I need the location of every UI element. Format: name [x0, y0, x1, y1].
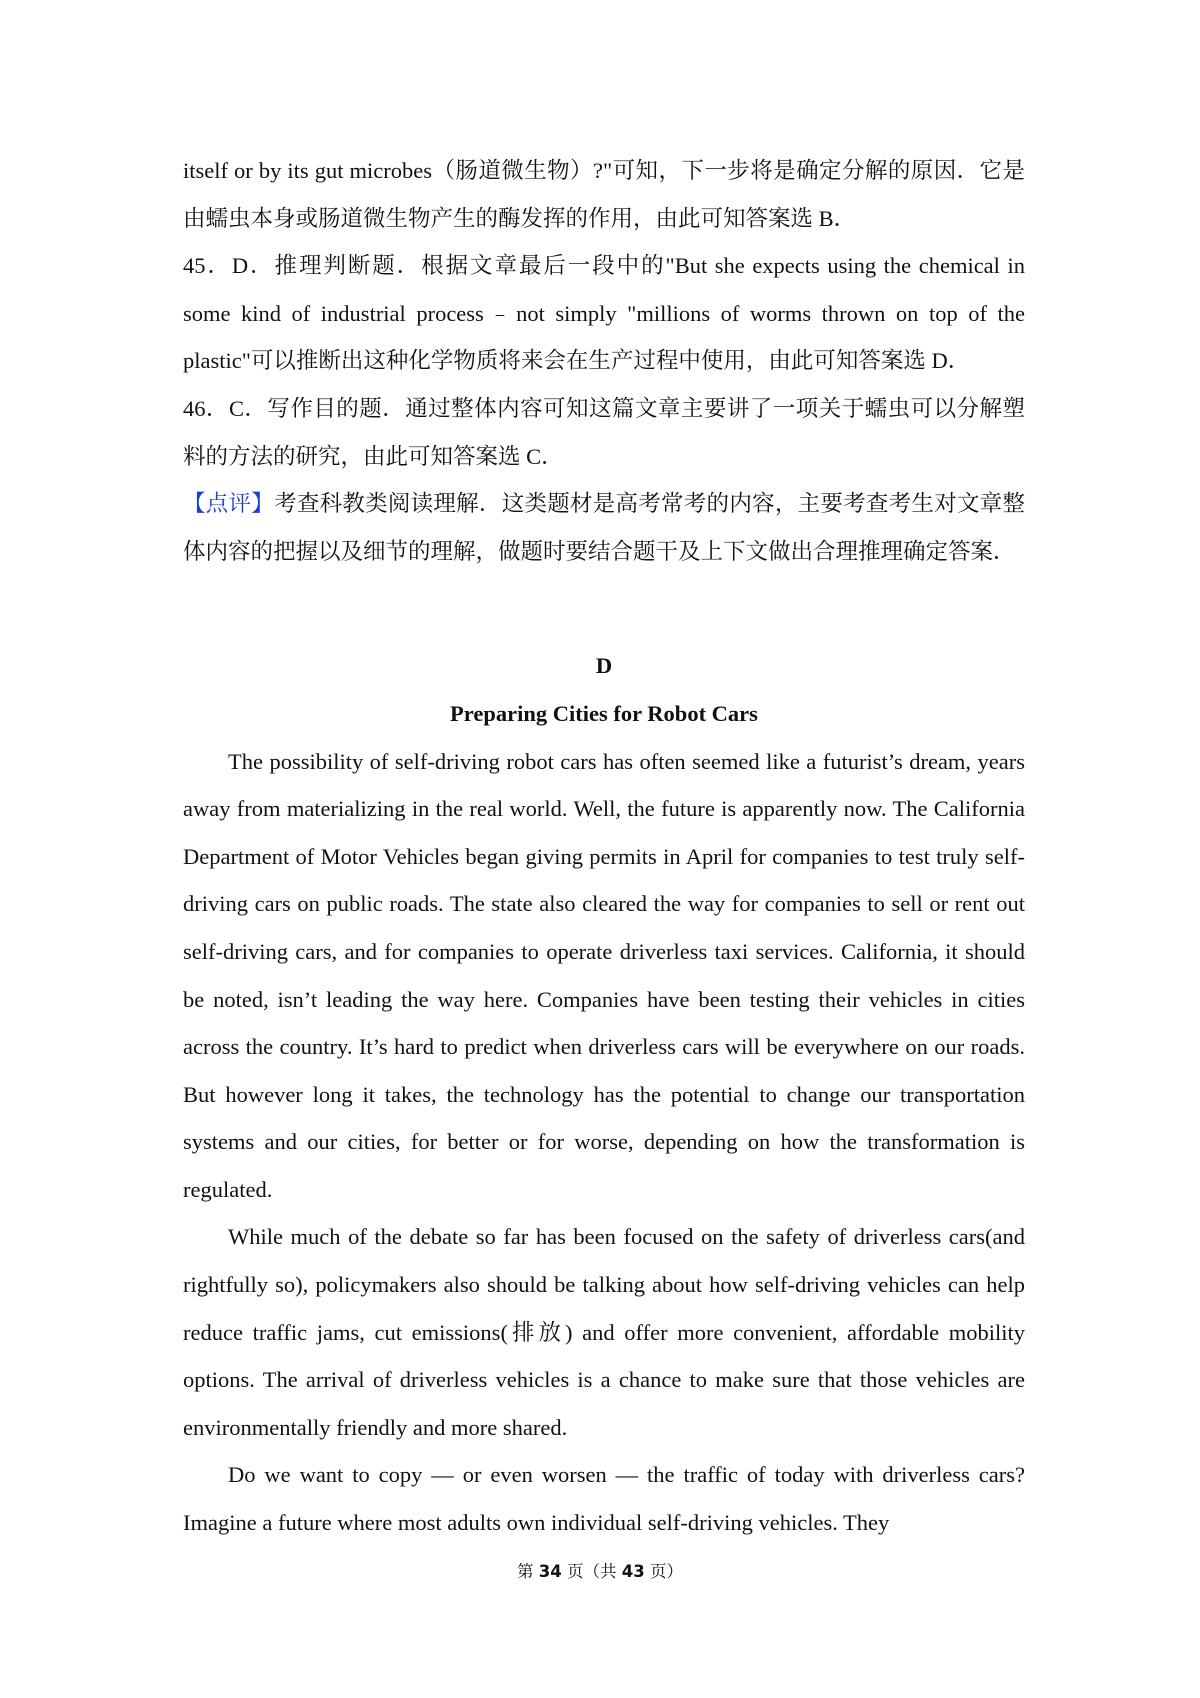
answer-45: 45．D．推理判断题．根据文章最后一段中的"But she expects using the chemical in some kind of industrial process﹣not simply "millions of worms thrown on top of the plastic"可以推断出这种化学物质将来会在生产过程中使用，由此可知答案选 D．	[183, 253, 1025, 374]
page-content	[183, 147, 1025, 1547]
comment-text: 考查科教类阅读理解．这类题材是高考常考的内容，主要考查考生对文章整体内容的把握以及细节的理解，做题时要结合题干及上下文做出合理推理确定答案．	[183, 491, 1025, 564]
passage-title: Preparing Cities for Robot Cars	[450, 700, 758, 726]
passage-paragraph: Do we want to copy — or even worsen — the traffic of today with driverless cars? Imagine a future where most adults own individual self-driving vehicles. They	[183, 1462, 1025, 1536]
footer-page-number: 34	[538, 1562, 562, 1581]
footer-total-pages: 43	[621, 1562, 645, 1581]
footer-suffix: 页）	[644, 1562, 683, 1581]
footer-prefix: 第	[517, 1562, 539, 1581]
passage-letter: D	[595, 653, 613, 679]
footer-middle: 页（共	[561, 1562, 622, 1581]
page-footer	[0, 1558, 1200, 1582]
passage-paragraph: The possibility of self-driving robot cars has often seemed like a futurist’s dream, years away from materializing in the real world. Well, the future is apparently now. The California Department of Motor Vehicles began giving permits in April for companies to test truly self-driving cars on public roads. The state also cleared the way for companies to sell or rent out self-driving cars, and for companies to operate driverless taxi services. California, it should be noted, isn’t leading the way here. Companies have been testing their vehicles in cities across the country. It’s hard to predict when driverless cars will be everywhere on our roads. But however long it takes, the technology has the potential to change our transportation systems and our cities, for better or for worse, depending on how the transformation is regulated.	[183, 748, 1025, 1202]
answer-46: 46．C．写作目的题．通过整体内容可知这篇文章主要讲了一项关于蠕虫可以分解塑料的方法的研究，由此可知答案选 C．	[183, 395, 1025, 469]
answer-explanation-continued: itself or by its gut microbes（肠道微生物）?"可知，下一步将是确定分解的原因．它是由蠕虫本身或肠道微生物产生的酶发挥的作用，由此可知答案选 B．	[183, 158, 1025, 231]
section-gap	[183, 575, 1025, 642]
comment-tag: 【点评】	[183, 491, 275, 517]
comment-paragraph	[183, 480, 1025, 575]
passage-paragraph: While much of the debate so far has been focused on the safety of driverless cars(and rightfully so), policymakers also should be talking about how self-driving vehicles can help reduce traffic jams, cut emissions(排放) and offer more convenient, affordable mobility options. The arrival of driverless vehicles is a chance to make sure that those vehicles are environmentally friendly and more shared.	[183, 1224, 1025, 1440]
